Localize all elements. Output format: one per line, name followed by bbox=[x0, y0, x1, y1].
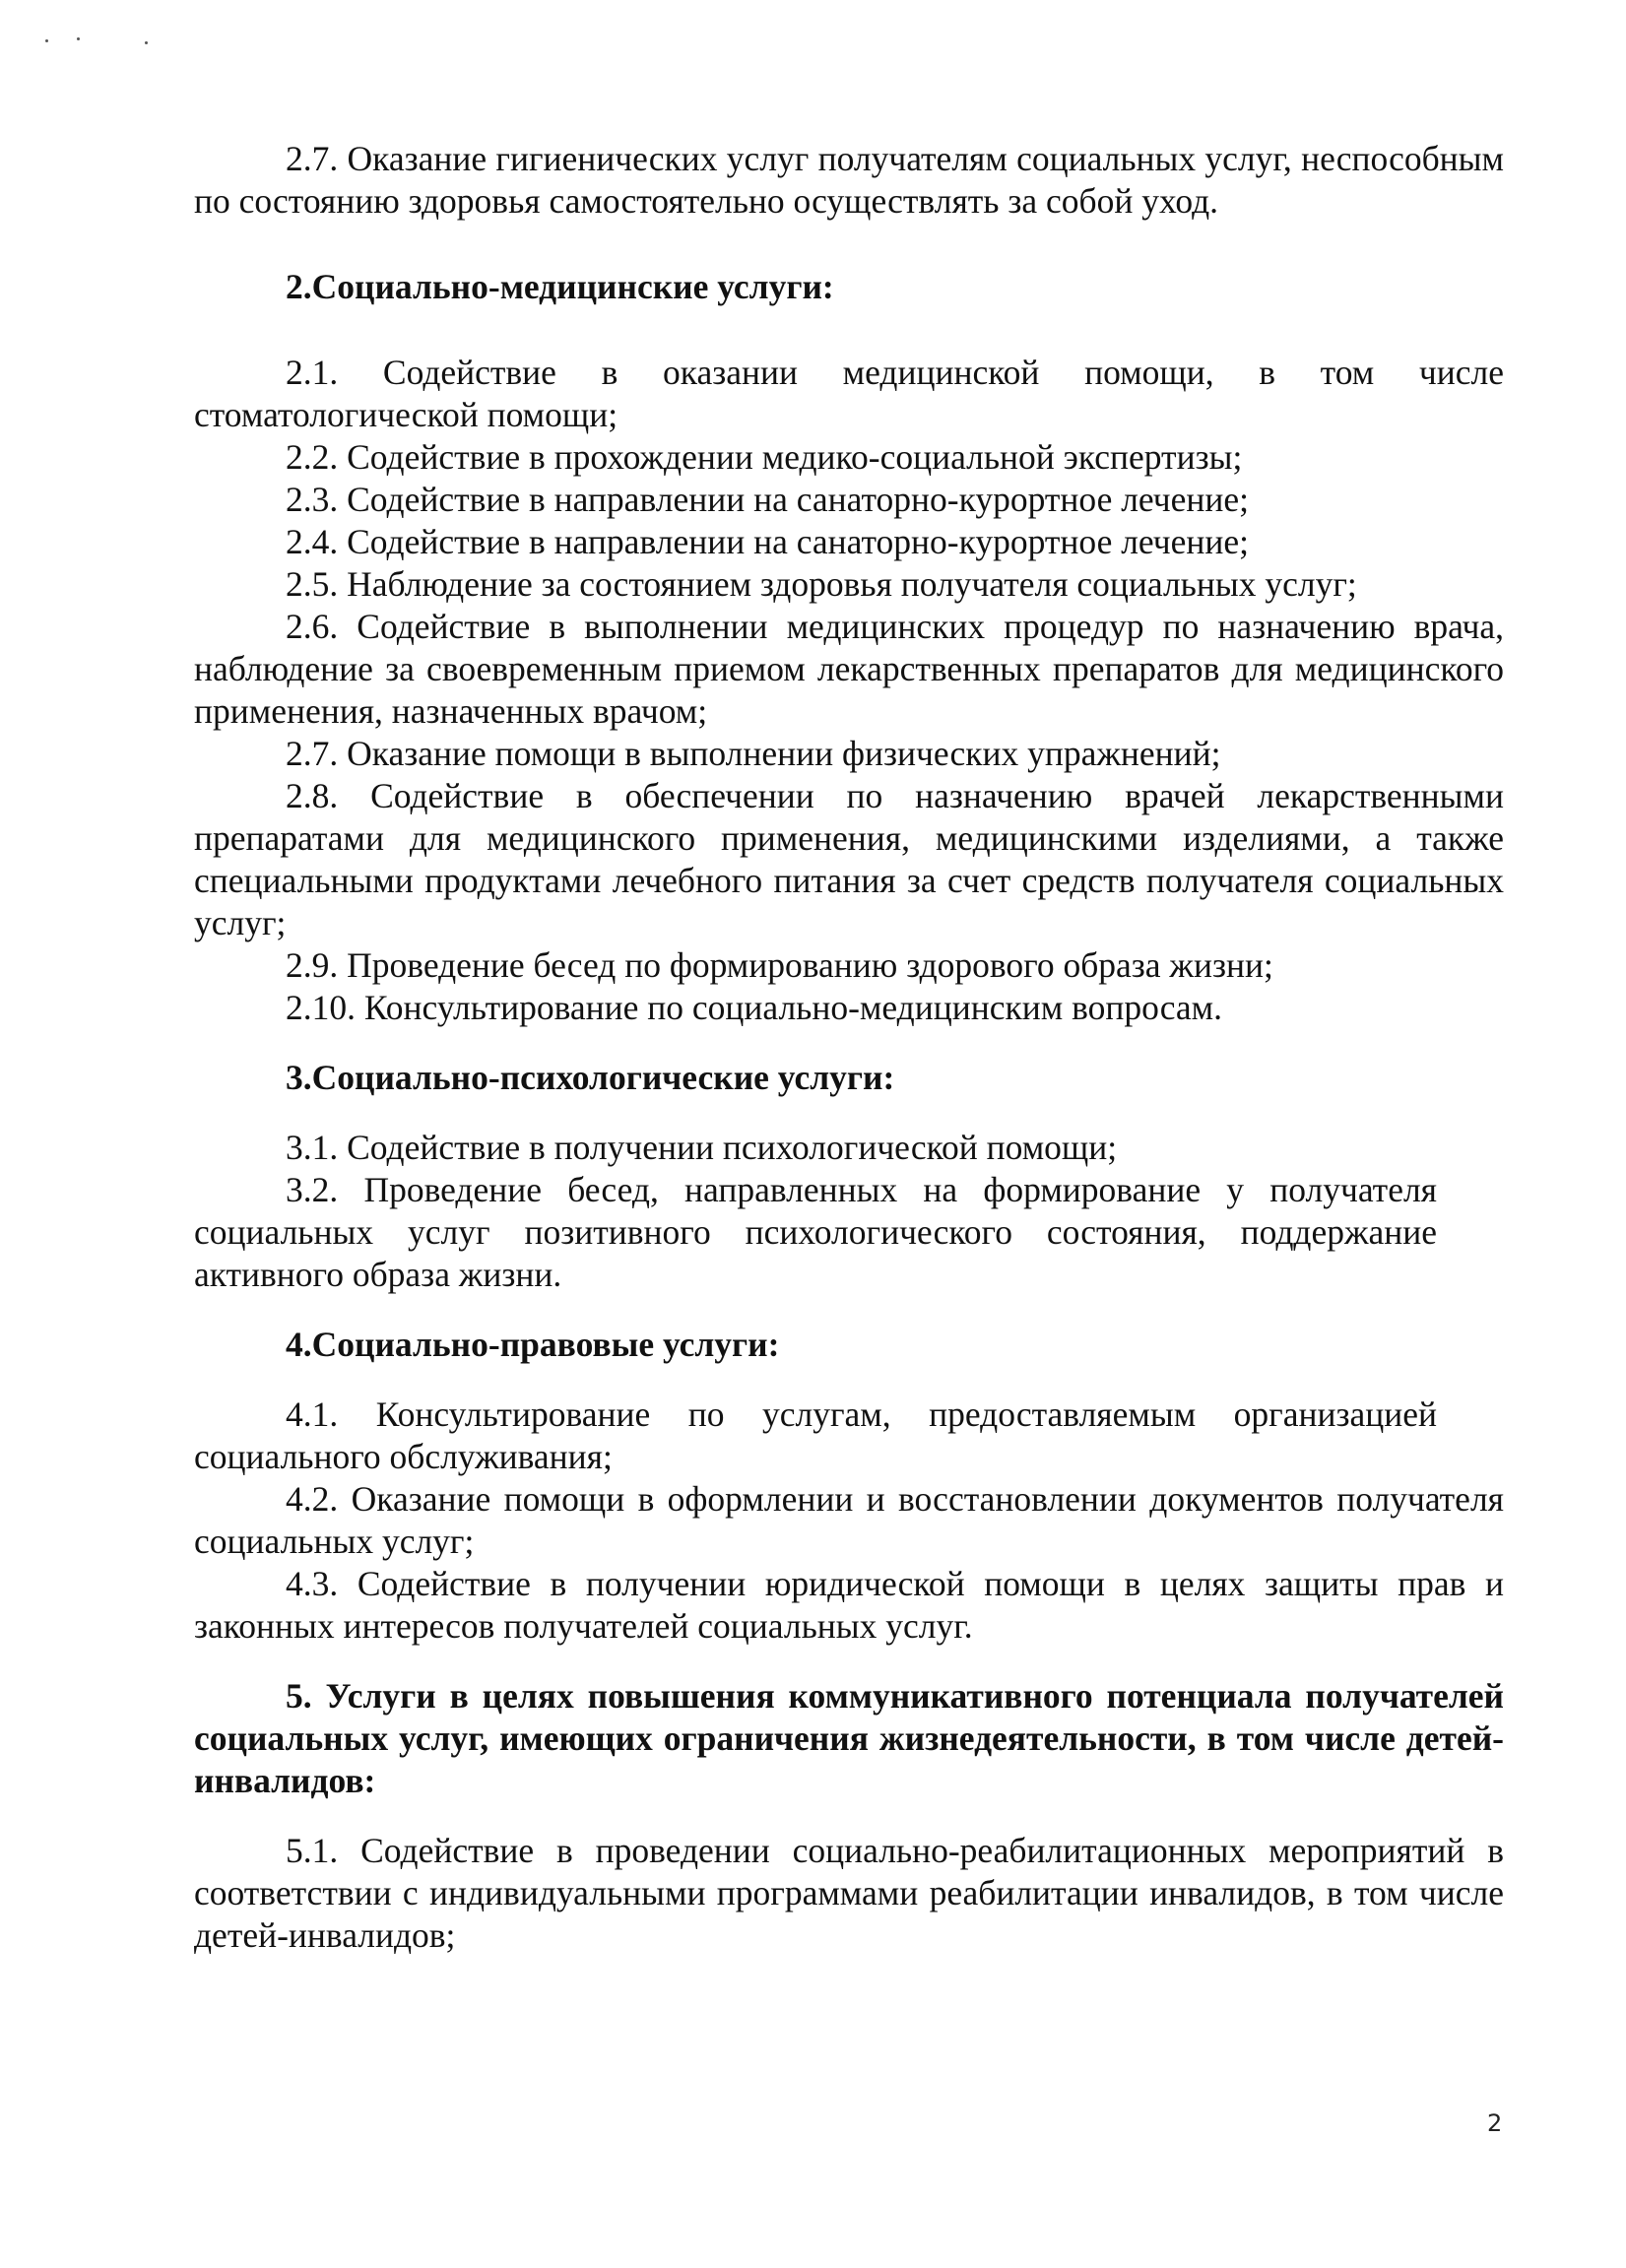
list-item: 2.2. Содействие в прохождении медико-социальной экспертизы; bbox=[286, 437, 1243, 477]
list-item: 4.3. Содействие в получении юридической помощи в целях защиты прав и законных интересов получателей социальных услуг. bbox=[194, 1564, 1504, 1646]
scan-mark bbox=[77, 37, 80, 40]
list-item: 3.1. Содействие в получении психологической помощи; bbox=[286, 1128, 1118, 1167]
list-item: 2.6. Содействие в выполнении медицинских процедур по назначению врача, наблюдение за своевременным приемом лекарственных препаратов для медицинского применения, назначенных врачом; bbox=[194, 607, 1504, 731]
list-item: 2.3. Содействие в направлении на санаторно-курортное лечение; bbox=[286, 480, 1250, 519]
list-item: 2.4. Содействие в направлении на санаторно-курортное лечение; bbox=[286, 522, 1250, 561]
list-item: 3.2. Проведение бесед, направленных на формирование у получателя социальных услуг позитивного психологического состояния, поддержание активного образа жизни. bbox=[194, 1170, 1437, 1294]
section-heading: 3.Социально-психологические услуги: bbox=[286, 1058, 895, 1097]
section-heading: 5. Услуги в целях повышения коммуникативного потенциала получателей социальных услуг, имеющих ограничения жизнедеятельности, в том числе детей-инвалидов: bbox=[194, 1676, 1504, 1800]
list-item: 2.1. Содействие в оказании медицинской помощи, в том числе стоматологической помощи; bbox=[194, 353, 1504, 434]
page-number: 2 bbox=[1487, 2109, 1503, 2137]
list-item: 2.7. Оказание помощи в выполнении физических упражнений; bbox=[286, 734, 1221, 773]
list-item: 2.7. Оказание гигиенических услуг получателям социальных услуг, неспособным по состоянию здоровья самостоятельно осуществлять за собой уход. bbox=[194, 139, 1504, 221]
list-item: 5.1. Содействие в проведении социально-реабилитационных мероприятий в соответствии с индивидуальными программами реабилитации инвалидов, в том числе детей-инвалидов; bbox=[194, 1831, 1504, 1955]
scan-mark bbox=[145, 41, 148, 44]
scan-mark bbox=[45, 39, 48, 42]
section-heading: 2.Социально-медицинские услуги: bbox=[286, 267, 834, 306]
section-heading: 4.Социально-правовые услуги: bbox=[286, 1325, 780, 1364]
list-item: 2.5. Наблюдение за состоянием здоровья получателя социальных услуг; bbox=[286, 564, 1357, 604]
list-item: 2.8. Содействие в обеспечении по назначению врачей лекарственными препаратами для медицинского применения, медицинскими изделиями, а также специальными продуктами лечебного питания за счет средств получателя социальных услуг; bbox=[194, 776, 1504, 942]
document-page bbox=[194, 138, 1504, 1957]
list-item: 2.10. Консультирование по социально-медицинским вопросам. bbox=[286, 988, 1223, 1027]
list-item: 4.2. Оказание помощи в оформлении и восстановлении документов получателя социальных услуг; bbox=[194, 1479, 1504, 1561]
list-item: 4.1. Консультирование по услугам, предоставляемым организацией социального обслуживания; bbox=[194, 1394, 1437, 1476]
list-item: 2.9. Проведение бесед по формированию здорового образа жизни; bbox=[286, 945, 1273, 985]
